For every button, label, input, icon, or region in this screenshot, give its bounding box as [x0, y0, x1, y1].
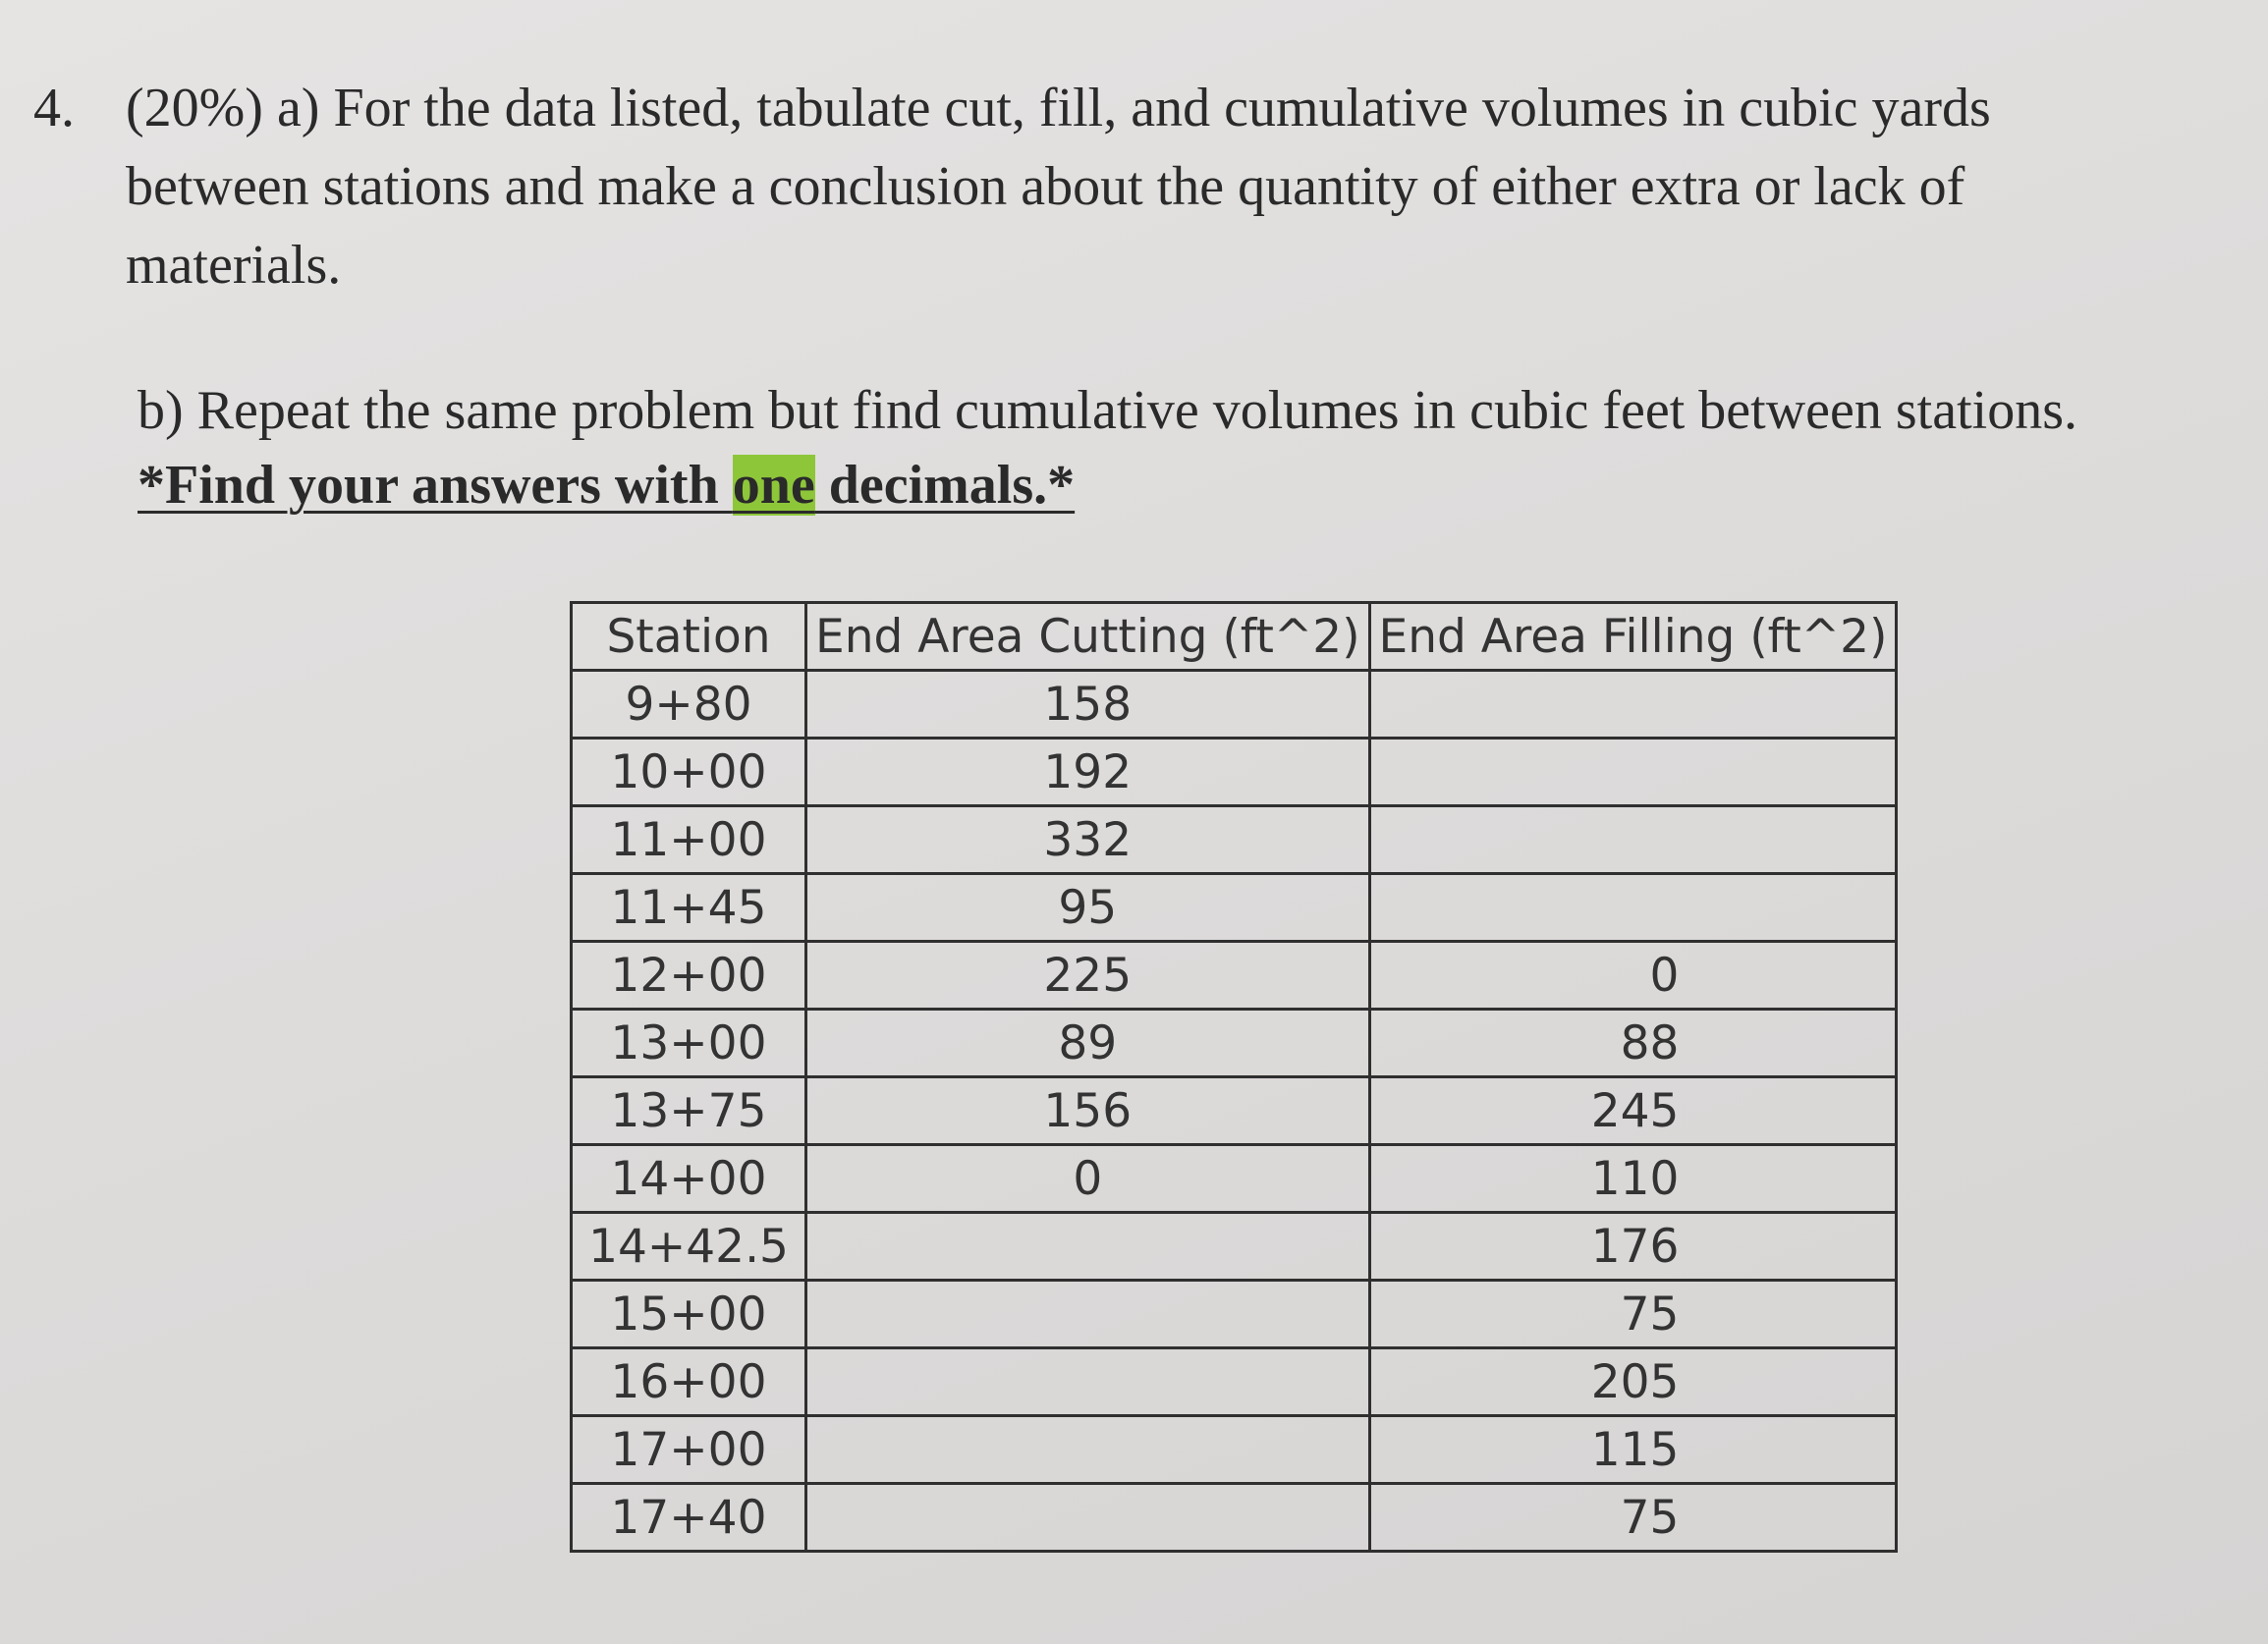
- station-cell: 13+75: [572, 1077, 806, 1145]
- station-cell: 14+42.5: [572, 1213, 806, 1281]
- cutting-cell: 89: [806, 1010, 1370, 1077]
- filling-cell: 205: [1369, 1348, 1897, 1416]
- cutting-cell: 332: [806, 806, 1370, 874]
- station-cell: 13+00: [572, 1010, 806, 1077]
- filling-cell: 115: [1369, 1416, 1897, 1484]
- table-row: [572, 874, 1897, 942]
- table-row: [572, 806, 1897, 874]
- table-row: [572, 739, 1897, 806]
- table-row: [572, 1213, 1897, 1281]
- filling-cell: [1369, 739, 1897, 806]
- filling-cell: [1369, 671, 1897, 739]
- cutting-cell: [806, 1213, 1370, 1281]
- note-suffix: decimals.*: [814, 455, 1076, 516]
- question-part-b: b) Repeat the same problem but find cumulative volumes in cubic feet between stations.: [138, 380, 2077, 441]
- table-row: [572, 1484, 1897, 1552]
- table-row: [572, 1145, 1897, 1213]
- cutting-cell: 156: [806, 1077, 1370, 1145]
- filling-cell: 75: [1369, 1484, 1897, 1552]
- note-prefix: *Find your answers with: [138, 455, 733, 516]
- header-station: Station: [572, 603, 806, 671]
- table-row: [572, 1348, 1897, 1416]
- station-cell: 14+00: [572, 1145, 806, 1213]
- table-row: [572, 942, 1897, 1010]
- header-cutting: End Area Cutting (ft^2): [806, 603, 1370, 671]
- cutting-cell: [806, 1484, 1370, 1552]
- cutting-cell: 95: [806, 874, 1370, 942]
- cutting-cell: [806, 1281, 1370, 1348]
- cutting-cell: 0: [806, 1145, 1370, 1213]
- filling-cell: 176: [1369, 1213, 1897, 1281]
- station-cell: 12+00: [572, 942, 806, 1010]
- table-row: [572, 1077, 1897, 1145]
- station-cell: 11+45: [572, 874, 806, 942]
- filling-cell: [1369, 874, 1897, 942]
- station-cell: 17+40: [572, 1484, 806, 1552]
- filling-cell: 245: [1369, 1077, 1897, 1145]
- table-row: [572, 1010, 1897, 1077]
- filling-cell: 88: [1369, 1010, 1897, 1077]
- filling-cell: [1369, 806, 1897, 874]
- station-cell: 17+00: [572, 1416, 806, 1484]
- cutting-cell: [806, 1348, 1370, 1416]
- station-cell: 9+80: [572, 671, 806, 739]
- question-part-b-block: [138, 373, 2240, 522]
- table-row: [572, 671, 1897, 739]
- station-cell: 11+00: [572, 806, 806, 874]
- station-cell: 15+00: [572, 1281, 806, 1348]
- cutting-cell: 225: [806, 942, 1370, 1010]
- station-cell: 10+00: [572, 739, 806, 806]
- station-cell: 16+00: [572, 1348, 806, 1416]
- end-area-table: [570, 601, 1898, 1553]
- table-row: [572, 1416, 1897, 1484]
- question-part-a: (20%) a) For the data listed, tabulate cut, fill, and cumulative volumes in cubic yards between stations and make a conclusion about the quantity of either extra or lack of materials.: [126, 78, 1991, 296]
- filling-cell: 110: [1369, 1145, 1897, 1213]
- cutting-cell: 158: [806, 671, 1370, 739]
- note-highlight: one: [732, 455, 815, 516]
- cutting-cell: [806, 1416, 1370, 1484]
- decimals-note: [138, 448, 1075, 522]
- table-header-row: [572, 603, 1897, 671]
- header-filling: End Area Filling (ft^2): [1369, 603, 1897, 671]
- table-row: [572, 1281, 1897, 1348]
- filling-cell: 0: [1369, 942, 1897, 1010]
- filling-cell: 75: [1369, 1281, 1897, 1348]
- question-number: 4.: [33, 78, 75, 138]
- cutting-cell: 192: [806, 739, 1370, 806]
